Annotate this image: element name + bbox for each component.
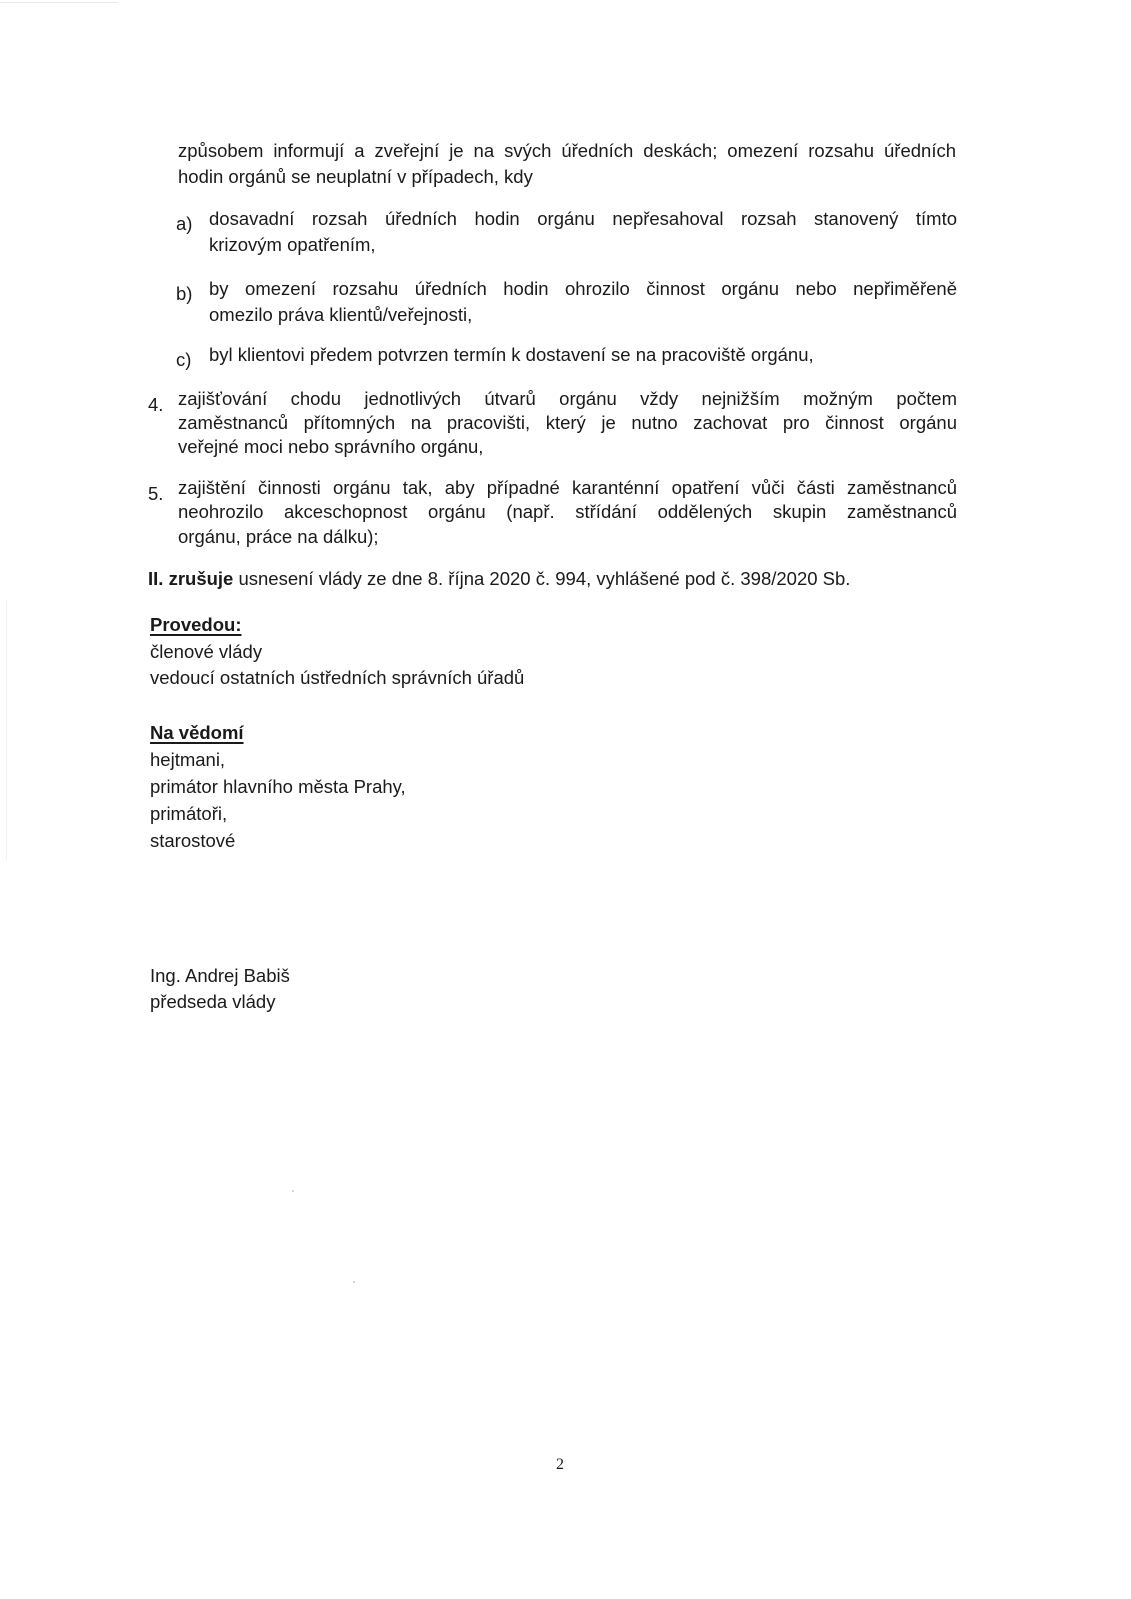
na-vedomi-heading: Na vědomí <box>150 722 244 743</box>
scan-edge <box>0 2 118 3</box>
scan-edge <box>6 600 7 860</box>
sub-item-a-line-1: dosavadní rozsah úředních hodin orgánu nepřesahoval rozsah stanovený tímto <box>209 208 957 229</box>
signature-name: Ing. Andrej Babiš <box>150 965 290 986</box>
na-vedomi-line: primátoři, <box>150 803 228 824</box>
scan-speck <box>292 1190 294 1192</box>
item-number: 4. <box>148 394 164 415</box>
section-2-numeral: II. <box>148 568 164 589</box>
section-2-text: usnesení vlády ze dne 8. října 2020 č. 994, vyhlášené pod č. 398/2020 Sb. <box>238 568 851 589</box>
item-5-line-3: orgánu, práce na dálku); <box>178 526 379 547</box>
intro-line-2: hodin orgánů se neuplatní v případech, kdy <box>178 166 533 187</box>
sub-item-marker: c) <box>176 349 192 370</box>
section-2-verb: zrušuje <box>168 568 234 589</box>
sub-item-marker: b) <box>176 283 193 304</box>
na-vedomi-line: starostové <box>150 830 236 851</box>
item-5-line-1: zajištění činnosti orgánu tak, aby případné karanténní opatření vůči části zaměstnanců <box>178 477 957 498</box>
item-number: 5. <box>148 483 164 504</box>
sub-item-b-line-1: by omezení rozsahu úředních hodin ohrozilo činnost orgánu nebo nepřiměřeně <box>209 278 957 299</box>
scan-speck <box>353 1281 355 1283</box>
page-number: 2 <box>556 1456 564 1473</box>
intro-line-1: způsobem informují a zveřejní je na svých úředních deskách; omezení rozsahu úředních <box>178 140 956 161</box>
provedou-line: členové vlády <box>150 641 263 662</box>
item-4-line-2: zaměstnanců přítomných na pracovišti, který je nutno zachovat pro činnost orgánu <box>178 412 957 433</box>
na-vedomi-line: primátor hlavního města Prahy, <box>150 776 406 797</box>
section-2 <box>148 567 850 591</box>
item-4-line-3: veřejné moci nebo správního orgánu, <box>178 436 484 457</box>
item-4-line-1: zajišťování chodu jednotlivých útvarů orgánu vždy nejnižším možným počtem <box>178 388 957 409</box>
sub-item-c-line-1: byl klientovi předem potvrzen termín k dostavení se na pracoviště orgánu, <box>209 344 814 365</box>
sub-item-marker: a) <box>176 213 193 234</box>
provedou-line: vedoucí ostatních ústředních správních úřadů <box>150 667 525 688</box>
signature-title: předseda vlády <box>150 991 276 1012</box>
sub-item-a-line-2: krizovým opatřením, <box>209 234 376 255</box>
item-5-line-2: neohrozilo akceschopnost orgánu (např. střídání oddělených skupin zaměstnanců <box>178 501 957 522</box>
sub-item-b-line-2: omezilo práva klientů/veřejnosti, <box>209 304 473 325</box>
na-vedomi-line: hejtmani, <box>150 749 226 770</box>
provedou-heading: Provedou: <box>150 614 242 635</box>
